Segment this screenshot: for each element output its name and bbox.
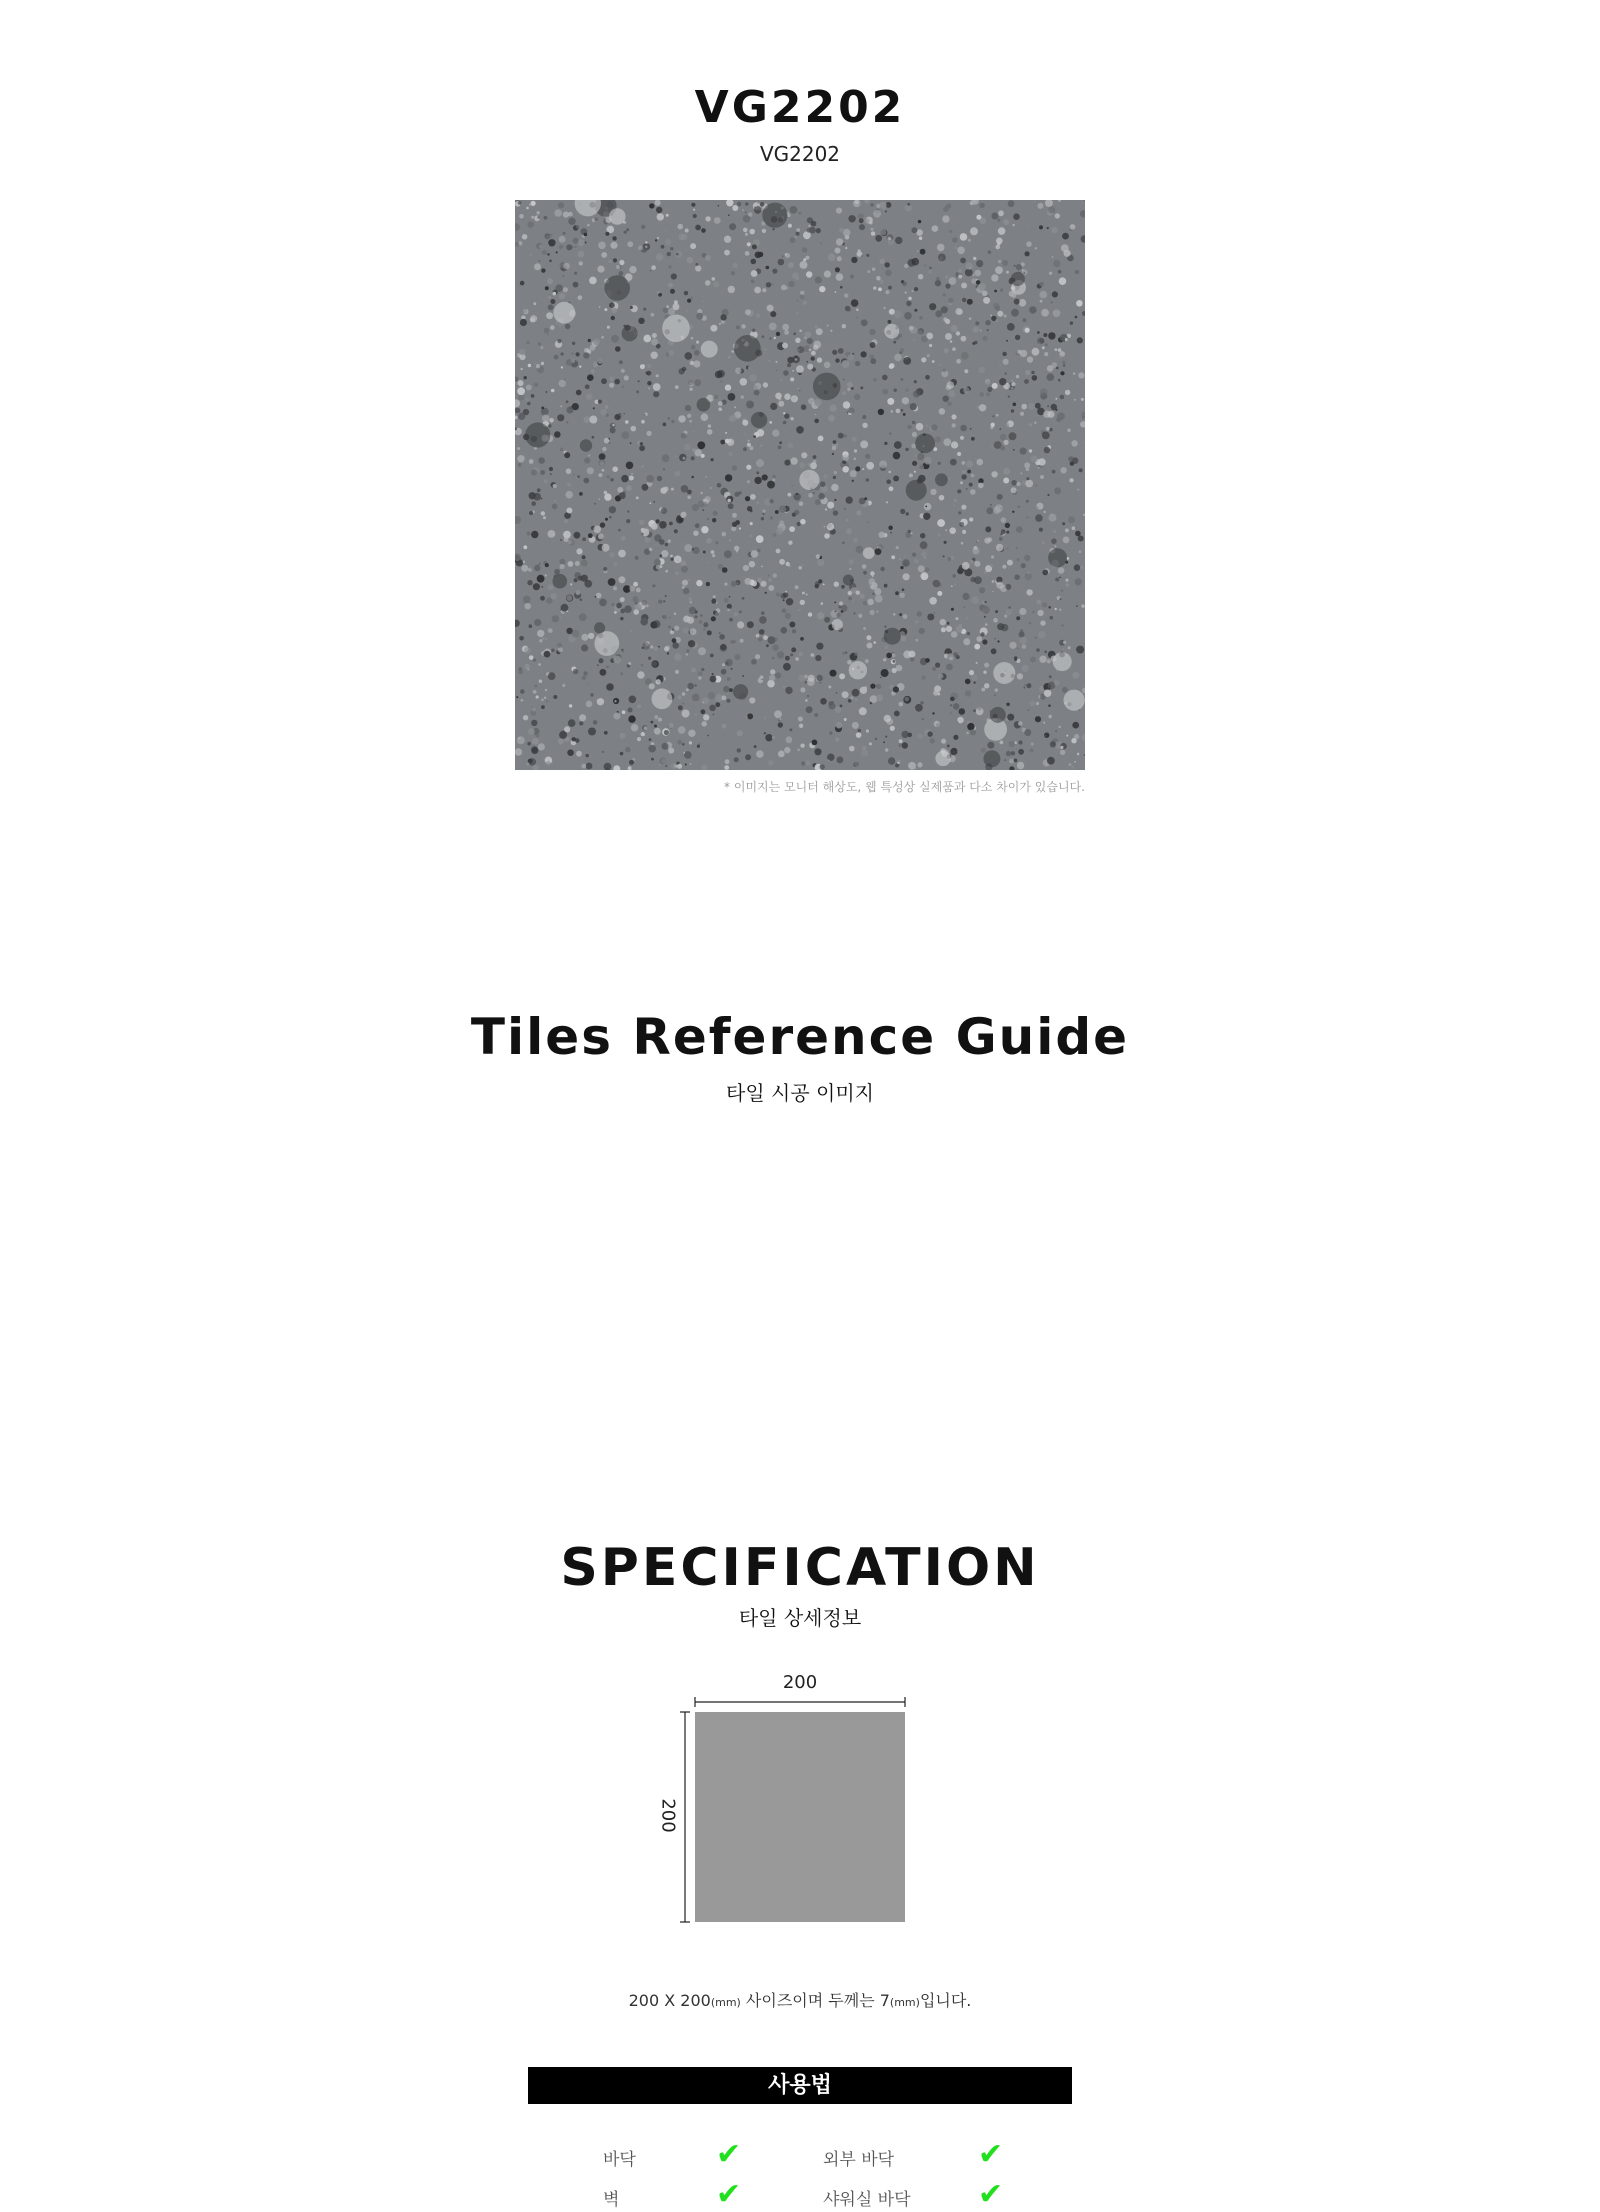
usage-floor-label: 바닥 xyxy=(603,2150,636,2170)
product-title: VG2202 xyxy=(694,82,906,133)
image-disclaimer: * 이미지는 모니터 해상도, 웹 특성상 실제품과 다소 차이가 있습니다. xyxy=(724,780,1085,794)
specification-subtitle: 타일 상세정보 xyxy=(738,1606,862,1630)
tile-dimension-diagram xyxy=(657,1660,920,1940)
usage-shower-floor-label: 샤워실 바닥 xyxy=(823,2190,911,2210)
usage-floor-check-icon: ✔ xyxy=(716,2137,742,2172)
usage-exterior-floor-check-icon: ✔ xyxy=(978,2137,1004,2172)
specification-title: SPECIFICATION xyxy=(560,1538,1040,1598)
usage-exterior-floor-label: 외부 바닥 xyxy=(823,2150,895,2170)
note-unit: (mm) xyxy=(710,1996,741,2009)
size-thickness-note xyxy=(0,1988,1600,2011)
width-label: 200 xyxy=(782,1672,818,1693)
usage-wall-check-icon: ✔ xyxy=(716,2177,742,2212)
note-middle: 사이즈이며 두께는 7 xyxy=(740,1991,890,2010)
product-code: VG2202 xyxy=(759,142,841,166)
note-end: 입니다. xyxy=(919,1991,972,2010)
usage-wall-label: 벽 xyxy=(603,2190,620,2210)
reference-guide-subtitle: 타일 시공 이미지 xyxy=(726,1081,874,1105)
usage-shower-floor-check-icon: ✔ xyxy=(978,2177,1004,2212)
note-size: 200 X 200 xyxy=(628,1991,711,2010)
tile-size-square xyxy=(695,1712,905,1922)
height-label: 200 xyxy=(657,1798,679,1833)
usage-header: 사용법 xyxy=(528,2067,1072,2104)
tile-texture-image xyxy=(515,200,1085,770)
note-unit: (mm) xyxy=(889,1996,920,2009)
reference-guide-title: Tiles Reference Guide xyxy=(470,1008,1130,1066)
